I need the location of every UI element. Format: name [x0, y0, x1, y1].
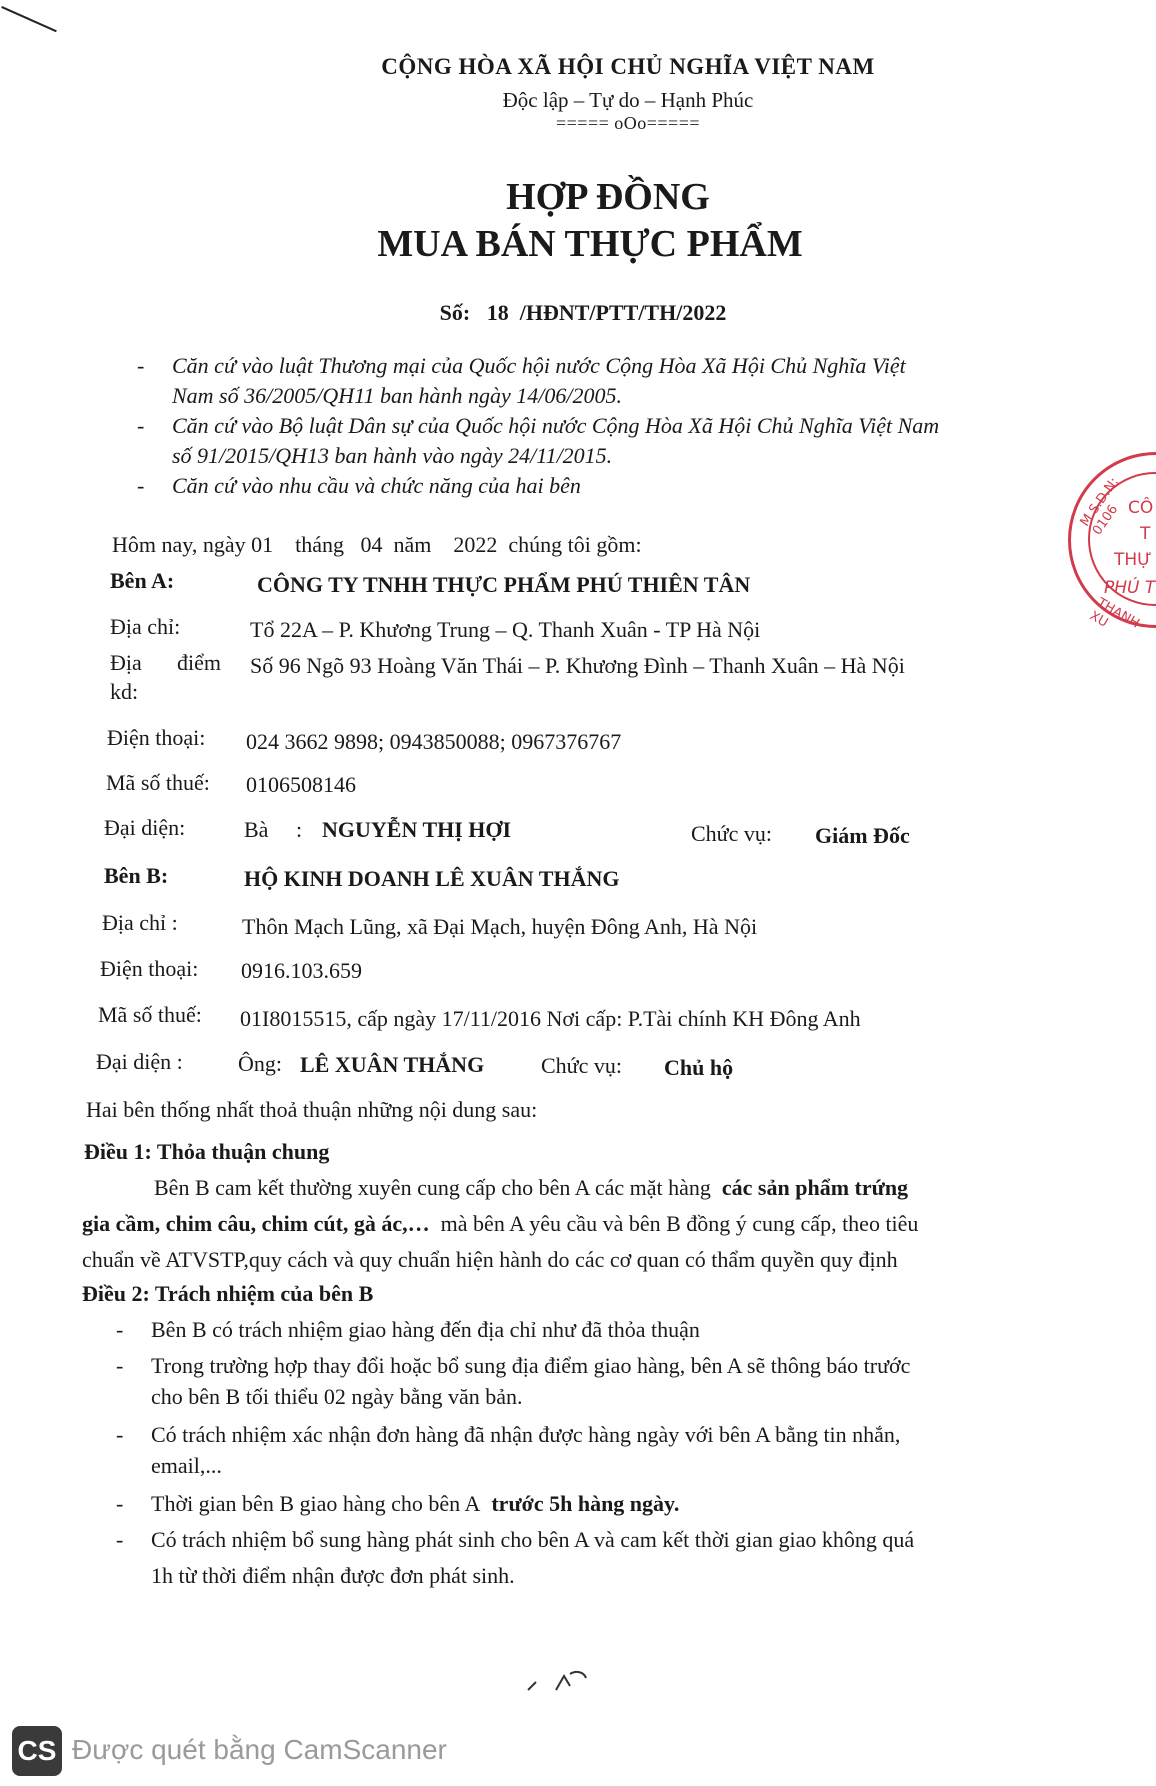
party-b-rep-label: Đại diện :: [96, 1049, 183, 1074]
article-1-line-1: [154, 1175, 908, 1201]
stamp-text-2: T: [1140, 524, 1151, 544]
article-1-line-3: chuẩn về ATVSTP,quy cách và quy chuẩn hiện hành do các cơ quan có thẩm quyền quy định: [82, 1247, 898, 1272]
camscanner-logo: CS: [12, 1726, 62, 1776]
party-a-name: CÔNG TY TNHH THỰC PHẨM PHÚ THIÊN TÂN: [257, 572, 751, 597]
party-a-phone-label: Điện thoại:: [107, 725, 206, 750]
scan-line-mark: [1, 6, 57, 32]
party-a-address-label: Địa chỉ:: [110, 614, 181, 639]
article-2-item-3-line1: Có trách nhiệm xác nhận đơn hàng đã nhận được hàng ngày với bên A bằng tin nhắn,: [151, 1422, 901, 1447]
article-2-dash: -: [116, 1422, 124, 1447]
date-prefix: Hôm nay, ngày: [112, 532, 246, 557]
basis-1-line2: Nam số 36/2005/QH11 ban hành ngày 14/06/2005.: [172, 383, 622, 408]
article-2-item-1: Bên B có trách nhiệm giao hàng đến địa chỉ như đã thỏa thuận: [151, 1317, 700, 1342]
party-b-address: Thôn Mạch Lũng, xã Đại Mạch, huyện Đông Anh, Hà Nội: [242, 914, 758, 939]
party-a-tax: 0106508146: [246, 772, 356, 797]
basis-1-line1: Căn cứ vào luật Thương mại của Quốc hội nước Cộng Hòa Xã Hội Chủ Nghĩa Việt: [172, 353, 906, 378]
date-month: 04: [360, 532, 383, 557]
party-a-business-label-2: điểm: [177, 650, 221, 675]
party-b-tax: 01I8015515, cấp ngày 17/11/2016 Nơi cấp: P.Tài chính KH Đông Anh: [240, 1006, 861, 1031]
article-2-item-2-line2: cho bên B tối thiểu 02 ngày bằng văn bản.: [151, 1384, 523, 1409]
party-a-position-label: Chức vụ:: [691, 821, 772, 846]
party-a-business-label-1: Địa: [110, 650, 142, 675]
article-2-item-3-line2: email,...: [151, 1453, 222, 1478]
article-2-item-4-deadline: trước 5h hàng ngày.: [491, 1491, 680, 1516]
party-a-rep-name: NGUYỄN THỊ HỢI: [322, 817, 512, 842]
article-2-item-4: [151, 1491, 679, 1517]
article-2-item-5-line2: 1h từ thời điểm nhận được đơn phát sinh.: [151, 1563, 515, 1588]
date-year: 2022: [453, 532, 498, 557]
article-1-heading: Điều 1: Thỏa thuận chung: [84, 1139, 330, 1164]
article-2-heading: Điều 2: Trách nhiệm của bên B: [82, 1281, 374, 1306]
stamp-text-3: THỰ: [1114, 550, 1152, 570]
party-a-address: Tổ 22A – P. Khương Trung – Q. Thanh Xuân - TP Hà Nội: [250, 617, 761, 642]
party-a-phone: 024 3662 9898; 0943850088; 0967376767: [246, 729, 622, 754]
article-2-dash: -: [116, 1491, 124, 1516]
party-a-business-label-3: kd:: [110, 679, 139, 704]
article-1-text: Bên B cam kết thường xuyên cung cấp cho bên A các mặt hàng: [154, 1175, 711, 1200]
party-a-business-address: Số 96 Ngõ 93 Hoàng Văn Thái – P. Khương Đình – Thanh Xuân – Hà Nội: [250, 653, 905, 678]
party-a-label: Bên A:: [110, 568, 175, 593]
article-2-item-5-line1: Có trách nhiệm bổ sung hàng phát sinh cho bên A và cam kết thời gian giao không quá: [151, 1527, 915, 1552]
stamp-text-top: M.S.D.N: 0106: [1077, 474, 1123, 539]
contract-title: HỢP ĐỒNG: [506, 176, 710, 218]
party-b-rep-title: Ông:: [238, 1051, 282, 1076]
basis-2-line1: Căn cứ vào Bộ luật Dân sự của Quốc hội nước Cộng Hòa Xã Hội Chủ Nghĩa Việt Nam: [172, 413, 940, 438]
basis-dash: -: [137, 413, 145, 438]
camscanner-watermark-text: Được quét bằng CamScanner: [72, 1734, 447, 1765]
basis-dash: -: [137, 353, 145, 378]
article-1-products: các sản phẩm trứng: [721, 1175, 909, 1200]
date-month-label: tháng: [295, 532, 344, 557]
party-b-position-label: Chức vụ:: [541, 1053, 622, 1078]
date-day: 01: [251, 532, 274, 557]
party-a-tax-label: Mã số thuế:: [106, 770, 210, 795]
date-year-label: năm: [393, 532, 432, 557]
party-a-rep-label: Đại diện:: [104, 815, 186, 840]
article-2-item-2-line1: Trong trường hợp thay đổi hoặc bổ sung địa điểm giao hàng, bên A sẽ thông báo trước: [151, 1353, 911, 1378]
contract-number-label: Số:: [439, 300, 471, 325]
party-b-tax-label: Mã số thuế:: [98, 1002, 202, 1027]
stamp-text-1: CÔ: [1128, 498, 1154, 518]
party-b-label: Bên B:: [104, 863, 169, 888]
article-1-products-cont: gia cầm, chim câu, chim cút, gà ác,…: [82, 1211, 430, 1236]
party-b-phone-label: Điện thoại:: [100, 956, 199, 981]
basis-3-line1: Căn cứ vào nhu cầu và chức năng của hai bên: [172, 473, 581, 498]
basis-dash: -: [137, 473, 145, 498]
handwritten-initial-mark: [526, 1668, 596, 1696]
date-suffix: chúng tôi gồm:: [508, 532, 642, 557]
contract-number-suffix: /HĐNT/PTT/TH/2022: [519, 300, 727, 325]
party-b-name: HỘ KINH DOANH LÊ XUÂN THẮNG: [244, 866, 620, 891]
party-a-position: Giám Đốc: [815, 823, 910, 848]
stamp-text-bottom: THANH XU: [1086, 595, 1142, 632]
party-b-position: Chủ hộ: [664, 1055, 734, 1080]
article-2-dash: -: [116, 1527, 124, 1552]
party-a-rep-title: Bà: [244, 817, 269, 842]
party-b-address-label: Địa chỉ :: [102, 910, 178, 935]
article-2-item-4-text: Thời gian bên B giao hàng cho bên A: [151, 1491, 481, 1516]
article-2-dash: -: [116, 1353, 124, 1378]
basis-2-line2: số 91/2015/QH13 ban hành vào ngày 24/11/2015.: [172, 443, 613, 468]
article-2-dash: -: [116, 1317, 124, 1342]
contract-subtitle: MUA BÁN THỰC PHẨM: [377, 223, 803, 265]
article-1-line-2: [82, 1211, 918, 1237]
national-title: CỘNG HÒA XÃ HỘI CHỦ NGHĨA VIỆT NAM: [381, 54, 875, 79]
party-b-rep-name: LÊ XUÂN THẮNG: [300, 1052, 485, 1077]
contract-number-value: 18: [486, 300, 509, 325]
header-decoration: ===== oOo=====: [555, 113, 700, 133]
party-a-rep-colon: :: [296, 817, 303, 842]
party-b-phone: 0916.103.659: [241, 958, 362, 983]
contract-number: [5, 300, 1156, 326]
date-line: [112, 532, 642, 558]
agreement-intro: Hai bên thống nhất thoả thuận những nội dung sau:: [86, 1097, 538, 1122]
article-1-text-cont: mà bên A yêu cầu và bên B đồng ý cung cấp, theo tiêu: [440, 1211, 919, 1236]
stamp-text-4: PHÚ T: [1104, 578, 1156, 598]
national-motto: Độc lập – Tự do – Hạnh Phúc: [502, 88, 754, 112]
